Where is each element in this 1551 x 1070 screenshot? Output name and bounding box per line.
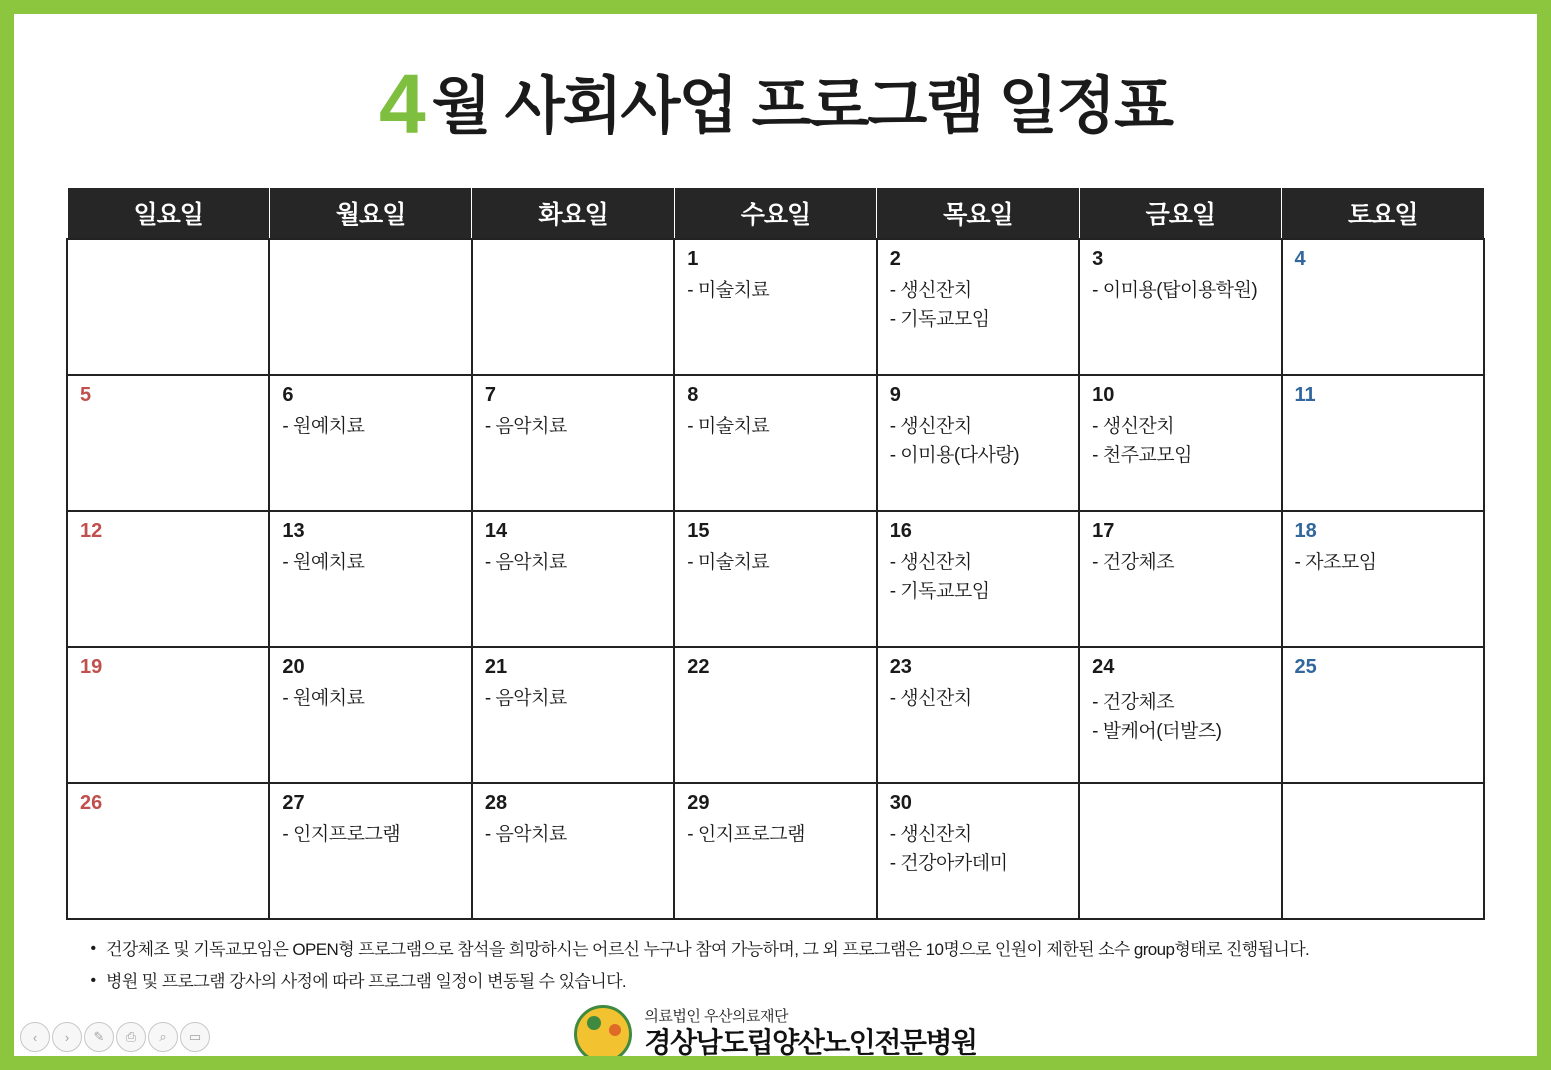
day-cell bbox=[1282, 647, 1484, 783]
day-number: 8 bbox=[687, 384, 699, 406]
day-cell bbox=[1079, 511, 1281, 647]
note-item bbox=[80, 966, 1485, 998]
day-number: 28 bbox=[484, 792, 508, 814]
day-cell bbox=[877, 239, 1079, 375]
day-cell bbox=[472, 239, 674, 375]
day-event: - 건강체조 bbox=[1092, 552, 1175, 573]
day-number: 30 bbox=[889, 792, 912, 814]
calendar-body bbox=[67, 239, 1484, 919]
day-event: - 원예치료 bbox=[282, 688, 365, 709]
day-number: 11 bbox=[1294, 384, 1316, 406]
day-number: 6 bbox=[282, 384, 294, 406]
viewer-toolbar[interactable] bbox=[20, 1022, 210, 1052]
day-number: 24 bbox=[1092, 656, 1115, 678]
weekday-header-sat: 토요일 bbox=[1282, 188, 1484, 240]
day-number: 17 bbox=[1092, 520, 1115, 542]
day-event: - 기독교모임 bbox=[889, 581, 990, 603]
day-event: - 기독교모임 bbox=[889, 309, 990, 331]
hospital-name-block bbox=[644, 1008, 976, 1060]
calendar-week bbox=[67, 511, 1484, 647]
day-cell bbox=[877, 511, 1079, 647]
day-event: - 음악치료 bbox=[484, 416, 567, 437]
calendar-week bbox=[67, 375, 1484, 511]
day-number: 12 bbox=[80, 520, 103, 542]
day-event: - 발케어(더발즈) bbox=[1092, 721, 1222, 743]
day-cell bbox=[1079, 783, 1281, 919]
day-cell bbox=[472, 511, 674, 647]
day-number: 22 bbox=[687, 656, 710, 678]
day-event: - 원예치료 bbox=[282, 552, 365, 573]
weekday-header-wed: 수요일 bbox=[674, 188, 876, 240]
weekday-header-thu: 목요일 bbox=[877, 188, 1079, 240]
day-event: - 천주교모임 bbox=[1092, 445, 1192, 467]
day-cell bbox=[674, 783, 876, 919]
day-cell bbox=[674, 511, 876, 647]
day-event: - 음악치료 bbox=[484, 552, 567, 573]
day-cell bbox=[269, 511, 471, 647]
day-event: - 생신잔치 bbox=[889, 416, 972, 437]
day-event: - 원예치료 bbox=[282, 416, 365, 437]
day-cell bbox=[269, 783, 471, 919]
day-cell bbox=[269, 239, 471, 375]
day-number: 14 bbox=[484, 520, 508, 542]
day-cell bbox=[1079, 239, 1281, 375]
zoom-icon[interactable]: ⌕ bbox=[148, 1022, 178, 1052]
print-icon[interactable]: ⎙ bbox=[116, 1022, 146, 1052]
bullet-icon: • bbox=[90, 972, 96, 990]
day-number: 16 bbox=[889, 520, 912, 542]
day-cell bbox=[1079, 375, 1281, 511]
day-number: 15 bbox=[687, 520, 710, 542]
foundation-name: 의료법인 우산의료재단 bbox=[644, 1007, 788, 1025]
day-number: 5 bbox=[80, 384, 92, 406]
day-number: 25 bbox=[1294, 656, 1317, 678]
day-event: - 생신잔치 bbox=[889, 552, 972, 573]
day-number: 7 bbox=[484, 384, 496, 406]
day-event: - 이미용(탑이용학원) bbox=[1092, 280, 1258, 301]
day-cell bbox=[67, 647, 269, 783]
calendar-week bbox=[67, 239, 1484, 375]
day-cell bbox=[674, 647, 876, 783]
day-cell bbox=[67, 375, 269, 511]
day-cell bbox=[1282, 239, 1484, 375]
next-icon[interactable]: › bbox=[52, 1022, 82, 1052]
footer-logo bbox=[66, 1005, 1485, 1063]
day-cell bbox=[674, 239, 876, 375]
hospital-name: 경상남도립양산노인전문병원 bbox=[644, 1026, 977, 1058]
day-number: 9 bbox=[889, 384, 901, 406]
day-event: - 음악치료 bbox=[484, 688, 567, 709]
pen-icon[interactable]: ✎ bbox=[84, 1022, 114, 1052]
day-event: - 생신잔치 bbox=[889, 824, 972, 845]
day-event: - 음악치료 bbox=[484, 824, 567, 845]
day-cell bbox=[472, 375, 674, 511]
day-event: - 생신잔치 bbox=[889, 688, 972, 709]
day-event: - 건강아카데미 bbox=[889, 853, 1008, 875]
day-number: 3 bbox=[1092, 248, 1104, 270]
weekday-header-fri: 금요일 bbox=[1079, 188, 1281, 240]
note-item bbox=[80, 934, 1485, 966]
day-event: - 인지프로그램 bbox=[282, 824, 401, 845]
hospital-logo-icon bbox=[574, 1005, 632, 1063]
day-event: - 자조모임 bbox=[1294, 552, 1377, 573]
day-cell bbox=[1079, 647, 1281, 783]
day-cell bbox=[67, 511, 269, 647]
day-event: - 이미용(다사랑) bbox=[889, 445, 1020, 467]
day-event: - 미술치료 bbox=[687, 280, 770, 301]
day-event: - 미술치료 bbox=[687, 416, 770, 437]
day-number: 21 bbox=[484, 656, 508, 678]
calendar-week bbox=[67, 783, 1484, 919]
day-cell bbox=[269, 375, 471, 511]
day-cell bbox=[1282, 375, 1484, 511]
day-event: - 생신잔치 bbox=[889, 280, 972, 301]
note-text: 병원 및 프로그램 강사의 사정에 따라 프로그램 일정이 변동될 수 있습니다. bbox=[106, 972, 627, 992]
day-event: - 인지프로그램 bbox=[687, 824, 805, 845]
day-cell bbox=[877, 375, 1079, 511]
day-event: - 미술치료 bbox=[687, 552, 770, 573]
day-event: - 생신잔치 bbox=[1092, 416, 1175, 437]
more-icon[interactable]: ▭ bbox=[180, 1022, 210, 1052]
day-number: 29 bbox=[687, 792, 710, 814]
day-number: 10 bbox=[1092, 384, 1115, 406]
title-month: 4 bbox=[378, 57, 424, 151]
calendar-week bbox=[67, 647, 1484, 783]
day-cell bbox=[674, 375, 876, 511]
day-number: 2 bbox=[889, 248, 901, 270]
day-cell bbox=[472, 647, 674, 783]
weekday-header-sun: 일요일 bbox=[67, 188, 269, 240]
weekday-header-mon: 월요일 bbox=[269, 188, 471, 240]
day-number: 1 bbox=[687, 248, 699, 270]
title-text: 월 사회사업 프로그램 일정표 bbox=[431, 72, 1173, 141]
page-title bbox=[66, 14, 1485, 171]
note-text: 건강체조 및 기독교모임은 OPEN형 프로그램으로 참석을 희망하시는 어르신 누구나 참여 가능하며, 그 외 프로그램은 10명으로 인원이 제한된 소수 group형태로 진행됩니다. bbox=[106, 940, 1310, 959]
calendar-table bbox=[66, 187, 1485, 920]
day-event: - 건강체조 bbox=[1092, 692, 1175, 713]
poster-inner bbox=[14, 14, 1537, 1056]
day-number: 13 bbox=[282, 520, 305, 542]
day-cell bbox=[1282, 511, 1484, 647]
prev-icon[interactable]: ‹ bbox=[20, 1022, 50, 1052]
day-cell bbox=[269, 647, 471, 783]
calendar-header-row bbox=[67, 188, 1484, 240]
day-cell bbox=[67, 239, 269, 375]
day-cell bbox=[877, 783, 1079, 919]
day-cell bbox=[1282, 783, 1484, 919]
day-cell bbox=[877, 647, 1079, 783]
day-number: 18 bbox=[1294, 520, 1317, 542]
day-number: 26 bbox=[80, 792, 103, 814]
notes-list bbox=[66, 934, 1485, 999]
bullet-icon: • bbox=[90, 940, 96, 957]
day-number: 23 bbox=[889, 656, 912, 678]
day-cell bbox=[472, 783, 674, 919]
weekday-header-tue: 화요일 bbox=[472, 188, 674, 240]
day-cell bbox=[67, 783, 269, 919]
day-number: 4 bbox=[1294, 248, 1306, 270]
day-number: 19 bbox=[80, 656, 103, 678]
day-number: 20 bbox=[282, 656, 305, 678]
day-number: 27 bbox=[282, 792, 305, 814]
